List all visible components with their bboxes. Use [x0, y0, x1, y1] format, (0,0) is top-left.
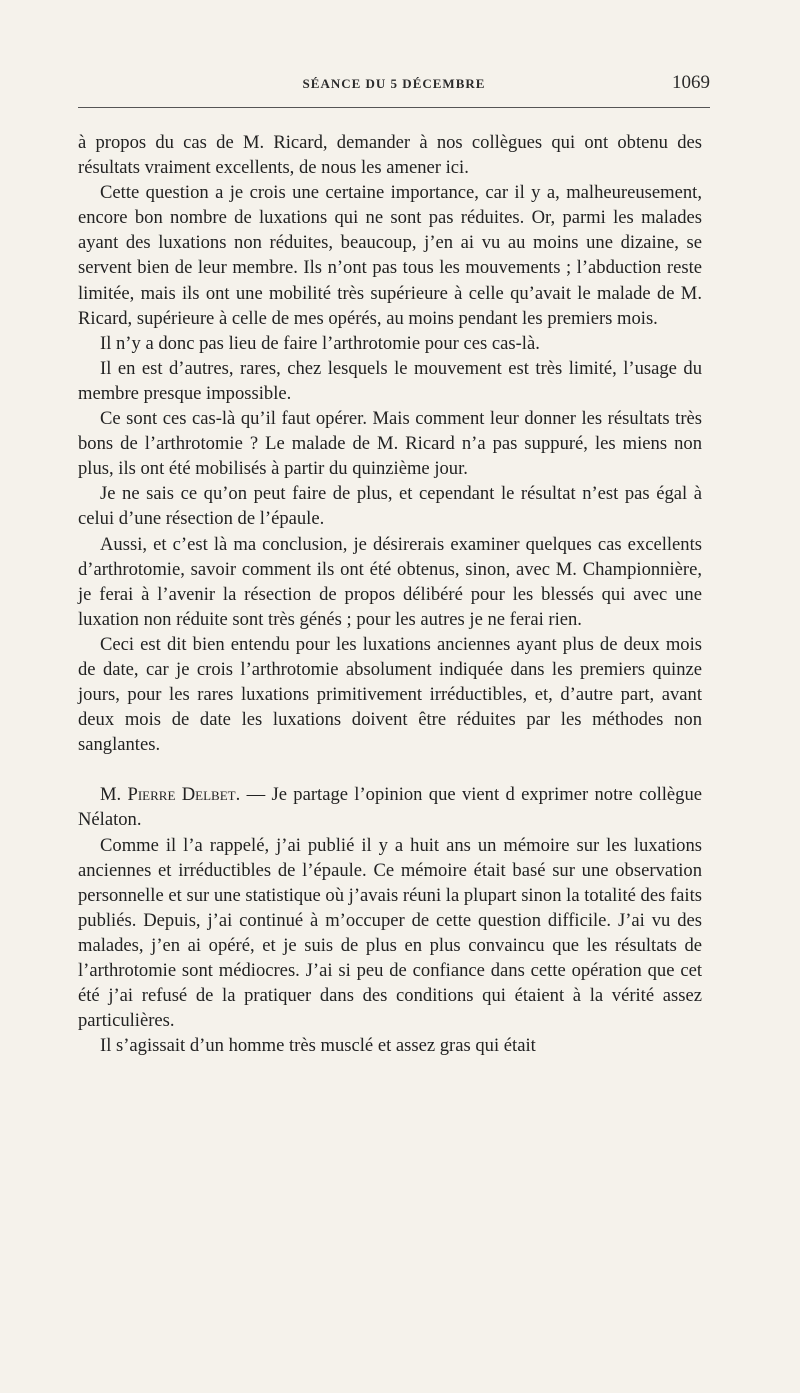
- paragraph: Il n’y a donc pas lieu de faire l’arthrotomie pour ces cas-là.: [100, 332, 540, 354]
- paragraph: Ceci est dit bien entendu pour les luxations anciennes ayant plus de deux mois de date, car je crois l’arthrotomie absolument indiquée dans les premiers quinze jours, pour les rares luxations primitivement irréductibles, et, d’autre part, avant deux mois de date les luxations doivent être réduites par les méthodes non sanglantes.: [78, 633, 702, 756]
- speaker-name: M. Pierre Delbet.: [100, 784, 241, 806]
- paragraph: Je ne sais ce qu’on peut faire de plus, et cependant le résultat n’est pas égal à celui d’une résection de l’épaule.: [78, 483, 702, 530]
- paragraph: à propos du cas de M. Ricard, demander à nos collègues qui ont obtenu des résultats vraiment excellents, de nous les amener ici.: [78, 132, 702, 179]
- page-number: 1069: [672, 72, 710, 93]
- running-header: [78, 72, 710, 98]
- speaker-text: — Je partage l’opinion que vient d exprimer notre collègue Nélaton.: [78, 784, 703, 831]
- paragraph: Aussi, et c’est là ma conclusion, je désirerais examiner quelques cas excellents d’arthrotomie, savoir comment ils ont été obtenus, sinon, avec M. Championnière, je ferai à l’avenir la résection de propos délibéré pour les blessés qui avec une luxation non réduite sont très génés ; pour les autres je ne ferai rien.: [78, 533, 702, 630]
- speaker-paragraph: [78, 782, 702, 832]
- paragraph: Ce sont ces cas-là qu’il faut opérer. Mais comment leur donner les résultats très bons de l’arthrotomie ? Le malade de M. Ricard n’a pas suppuré, les miens non plus, ils ont été mobilisés à partir du quinzième jour.: [78, 408, 702, 480]
- paragraph: Cette question a je crois une certaine importance, car il y a, malheureusement, encore bon nombre de luxations qui ne sont pas réduites. Or, parmi les malades ayant des luxations non réduites, beaucoup, j’en ai vu au moins une dizaine, se servent bien de leur membre. Ils n’ont pas tous les mouvements ; l’abduction reste limitée, mais ils ont une mobilité très supérieure à celle qu’avait le malade de M. Ricard, supérieure à celle de mes opérés, au moins pendant les premiers mois.: [78, 182, 702, 329]
- paragraph: Il en est d’autres, rares, chez lesquels le mouvement est très limité, l’usage du membre presque impossible.: [78, 357, 702, 404]
- paragraph: Comme il l’a rappelé, j’ai publié il y a huit ans un mémoire sur les luxations anciennes et irréductibles de l’épaule. Ce mémoire était basé sur une observation personnelle et sur une statistique où j’avais réuni la plupart sinon la totalité des faits publiés. Depuis, j’ai continué à m’occuper de cette question difficile. J’ai vu des malades, j’en ai opéré, et je suis de plus en plus convaincu que les résultats de l’arthrotomie sont médiocres. J’ai si peu de confiance dans cette opération que cet été j’ai refusé de la pratiquer dans des conditions qui étaient à la vérité assez particulières.: [78, 834, 702, 1032]
- header-rule: [78, 107, 710, 108]
- body-text: [78, 130, 702, 1058]
- header-title: SÉANCE DU 5 DÉCEMBRE: [302, 76, 486, 91]
- paragraph: Il s’agissait d’un homme très musclé et assez gras qui était: [100, 1035, 536, 1057]
